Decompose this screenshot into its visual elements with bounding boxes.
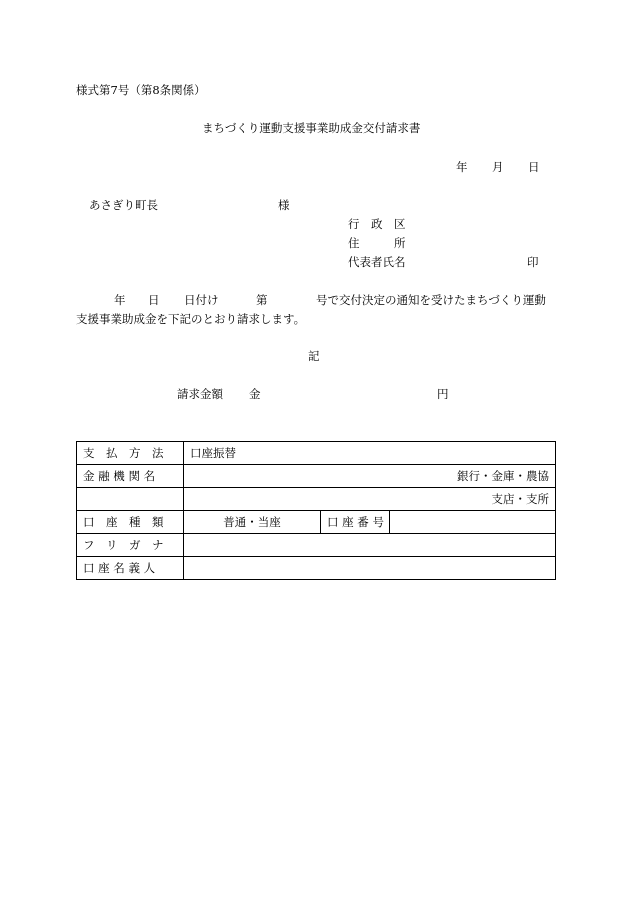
addressee-name: あさぎり町長 (89, 198, 158, 212)
furigana-label: フ リ ガ ナ (77, 534, 184, 557)
date-year: 年 (456, 160, 468, 174)
body-day: 日 (148, 293, 160, 307)
institution-label: 金 融 機 関 名 (77, 465, 184, 488)
account-type-label: 口 座 種 類 (77, 511, 184, 534)
table-row (77, 557, 556, 580)
branch-label-cell (77, 488, 184, 511)
body-dated: 日付け (184, 293, 219, 307)
payment-method-label: 支 払 方 法 (77, 442, 184, 465)
amount-label: 請求金額 (177, 387, 223, 401)
date-day: 日 (528, 160, 540, 174)
account-type-field[interactable]: 普通・当座 (184, 511, 321, 534)
bank-account-table (76, 441, 556, 580)
address-label: 住 所 (348, 236, 406, 250)
seal-mark: 印 (527, 255, 539, 269)
table-row (77, 534, 556, 557)
table-row (77, 442, 556, 465)
table-row (77, 511, 556, 534)
body-year: 年 (114, 293, 126, 307)
body-line2: 支援事業助成金を下記のとおり請求します。 (76, 312, 306, 326)
payment-method-value: 口座振替 (184, 442, 556, 465)
table-row (77, 465, 556, 488)
account-holder-label: 口 座 名 義 人 (77, 557, 184, 580)
table-row (77, 488, 556, 511)
body-dai: 第 (256, 293, 268, 307)
amount-kin: 金 (249, 387, 261, 401)
furigana-field[interactable] (184, 534, 556, 557)
account-number-field[interactable] (390, 511, 556, 534)
representative-label: 代表者氏名 (348, 255, 406, 269)
ki-heading: 記 (308, 349, 320, 363)
amount-yen: 円 (437, 387, 449, 401)
body-line1: 号で交付決定の通知を受けたまちづくり運動 (316, 293, 546, 307)
account-holder-field[interactable] (184, 557, 556, 580)
account-number-label: 口 座 番 号 (321, 511, 390, 534)
document-title: まちづくり運動支援事業助成金交付請求書 (202, 121, 421, 135)
date-month: 月 (492, 160, 504, 174)
district-label: 行 政 区 (348, 217, 406, 231)
branch-field[interactable]: 支店・支所 (184, 488, 556, 511)
addressee-honorific: 様 (278, 198, 290, 212)
institution-field[interactable]: 銀行・金庫・農協 (184, 465, 556, 488)
form-number: 様式第7号（第8条関係） (76, 83, 206, 97)
